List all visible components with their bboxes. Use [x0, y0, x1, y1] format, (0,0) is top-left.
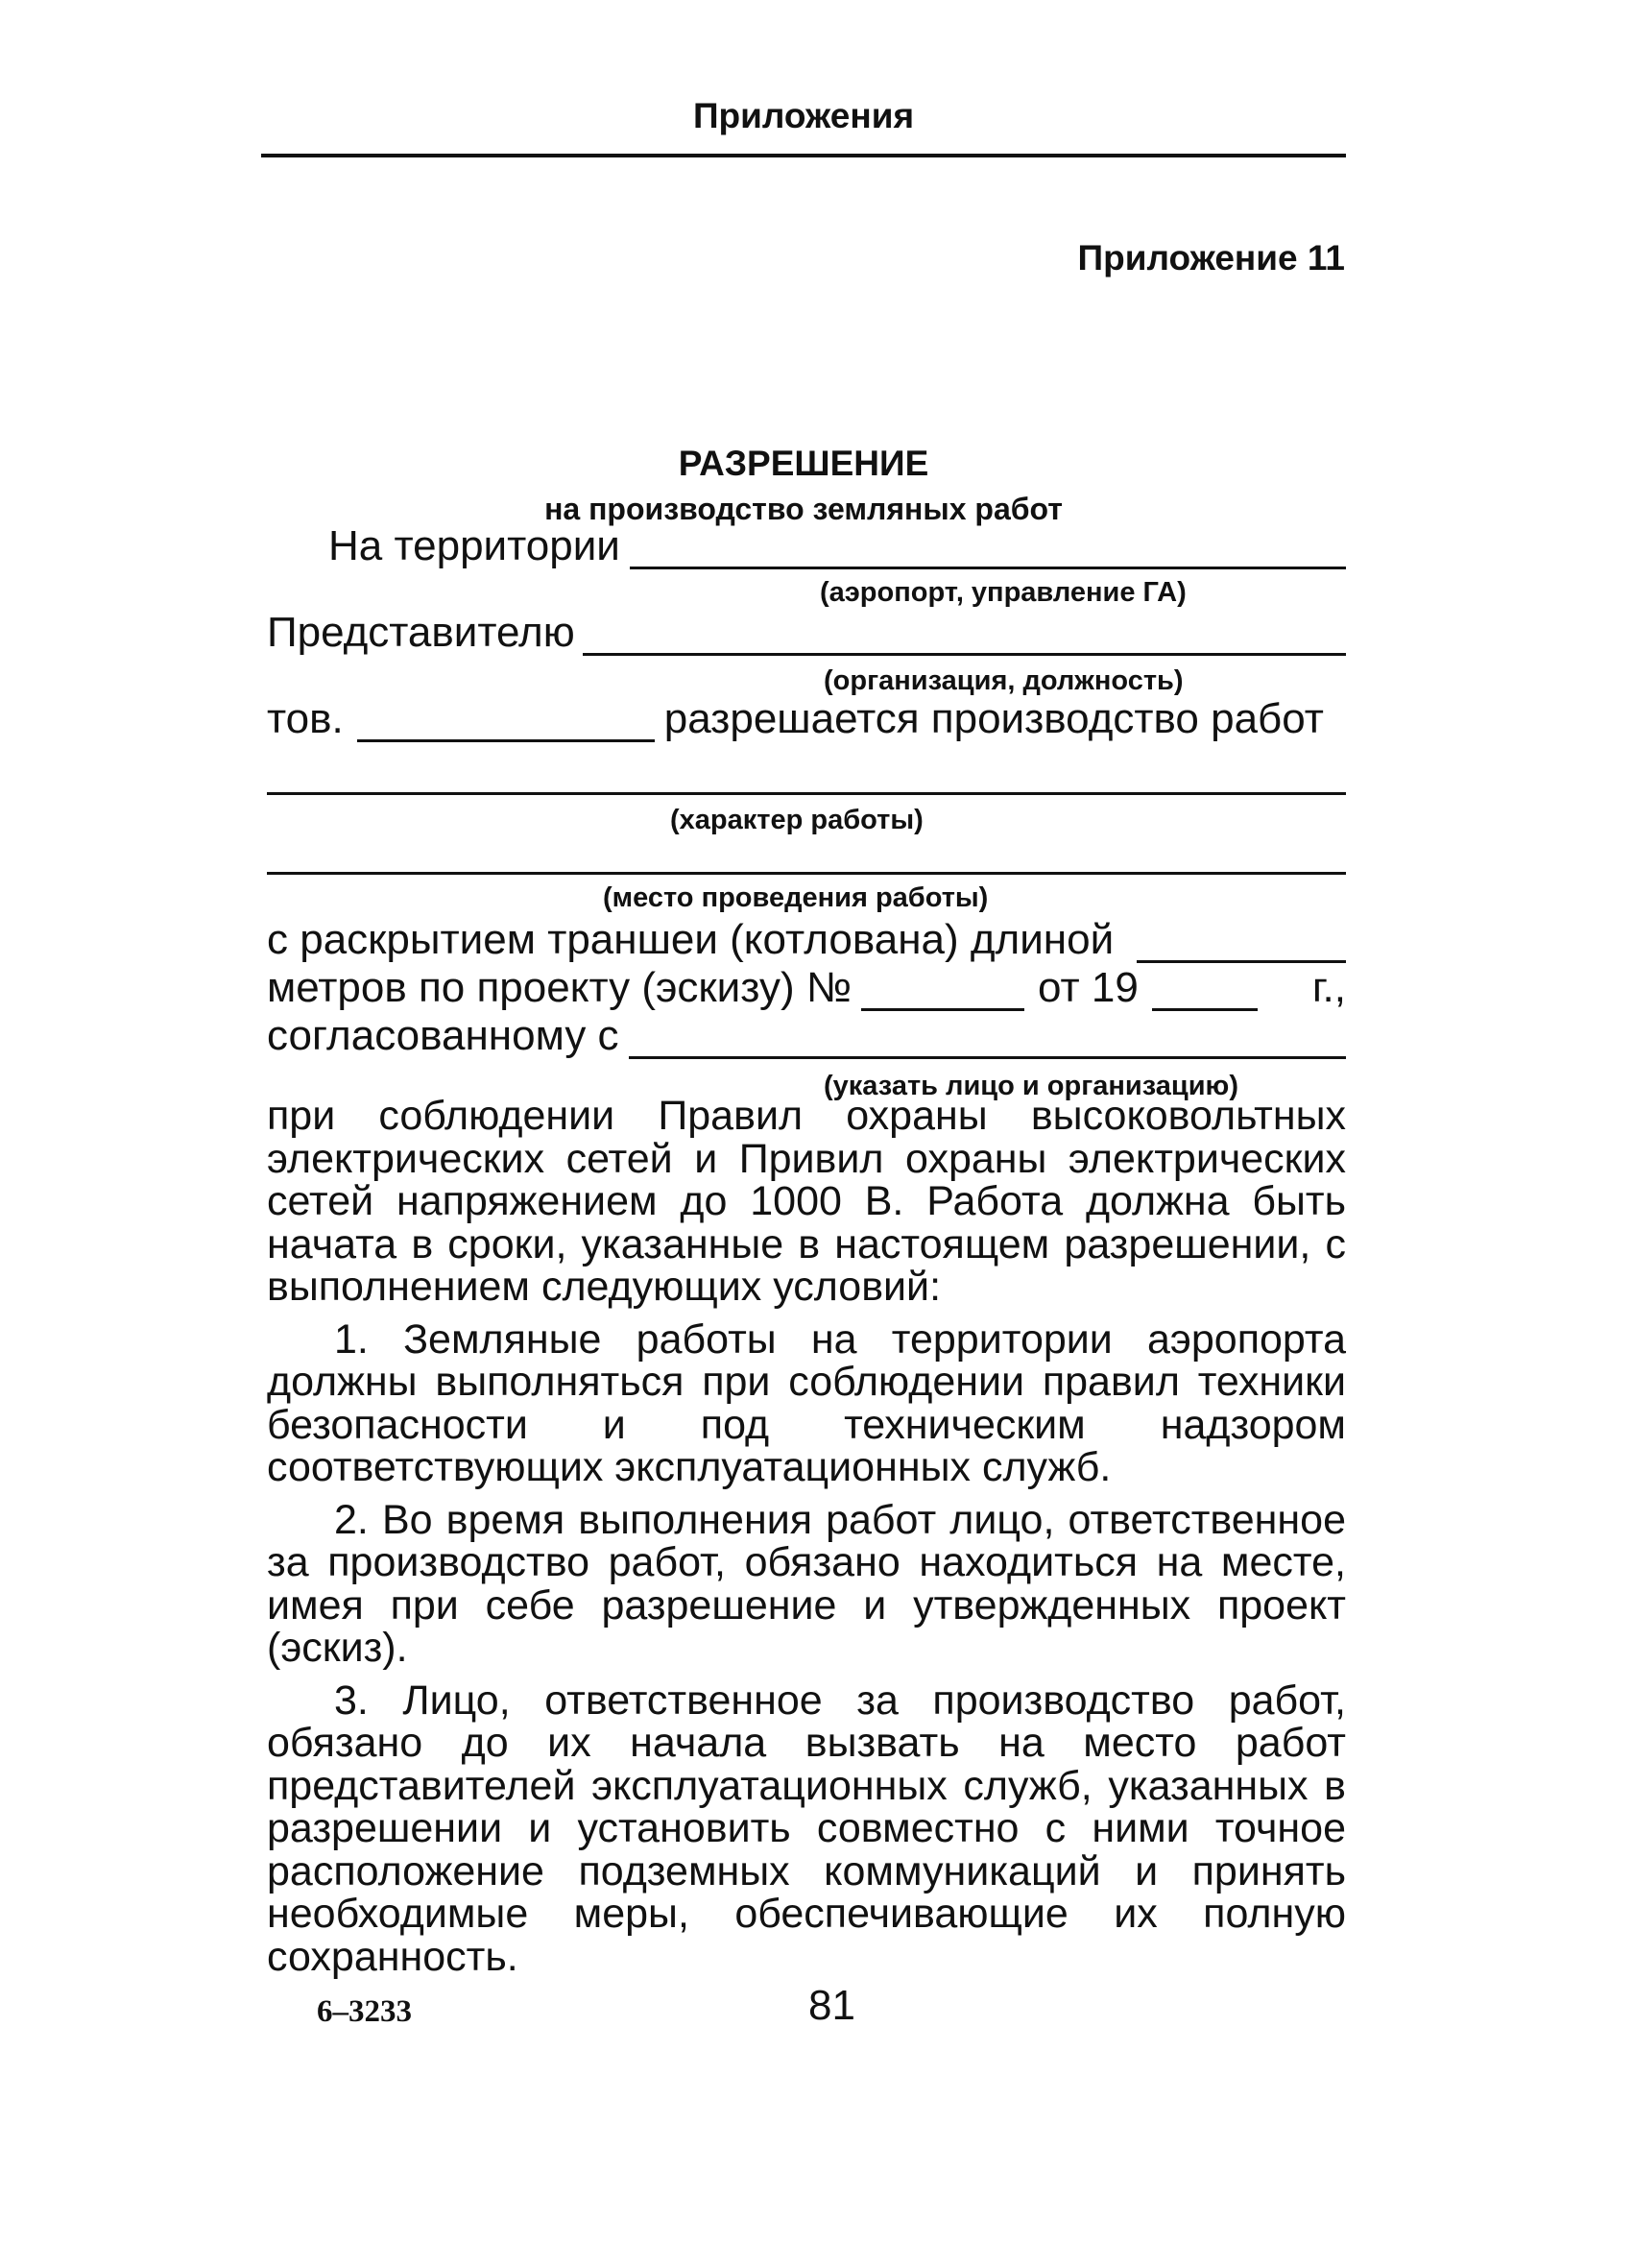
permission-text: разрешается производство работ — [663, 695, 1324, 742]
comrade-name-field[interactable] — [357, 707, 655, 742]
work-type-field[interactable] — [267, 792, 1346, 795]
work-type-hint: (характер работы) — [670, 805, 924, 835]
comrade-row — [267, 696, 1346, 742]
representative-hint: (организация, должность) — [824, 665, 1184, 696]
date-prefix: от 19 — [1038, 964, 1139, 1011]
representative-label: Представителю — [267, 609, 575, 656]
agreed-row — [267, 1013, 1346, 1059]
work-place-field[interactable] — [267, 872, 1346, 875]
document-subtitle: на производство земляных работ — [544, 492, 1063, 526]
running-title: Приложения — [692, 96, 915, 135]
page-number: 81 — [808, 1982, 855, 2029]
conditions-intro: при соблюдении Правил охраны высоковольтных электрических сетей и Привил охраны электрических сетей напряжением до 1000 В. Работа должна быть начата в сроки, указанные в настоящем разрешении, с выполнением следующих условий: — [267, 1093, 1346, 1310]
appendix-number: Приложение 11 — [1077, 238, 1345, 277]
year-field[interactable] — [1152, 976, 1258, 1011]
condition-item: 3. Лицо, ответственное за производство работ, обязано до их начала вызвать на место работ представителей эксплуатационных служб, указанных в разрешении и установить совместно с ними точное расположение подземных коммуникаций и принять необходимые меры, обеспечивающие их полную сохранность. — [267, 1677, 1346, 1980]
print-code: 6–3233 — [317, 1994, 412, 2029]
trench-label: с раскрытием траншеи (котлована) длиной — [267, 916, 1115, 963]
year-suffix: г., — [1311, 964, 1346, 1011]
condition-item: 1. Земляные работы на территории аэропорта должны выполняться при соблюдении правил техники безопасности и под техническим надзором соответствующих эксплуатационных служб. — [267, 1315, 1346, 1490]
territory-label: На территории — [328, 522, 620, 569]
territory-row — [267, 523, 1346, 569]
permit-form — [267, 523, 1346, 1101]
trench-row — [267, 917, 1346, 963]
agreed-label: согласованному с — [267, 1012, 619, 1059]
condition-item: 2. Во время выполнения работ лицо, ответственное за производство работ, обязано находиться на месте, имея при себе разрешение и утвержденных проект (эскиз). — [267, 1496, 1346, 1671]
agreed-hint: (указать лицо и организацию) — [824, 1071, 1238, 1101]
work-place-hint: (место проведения работы) — [603, 882, 989, 913]
project-label: метров по проекту (эскизу) № — [267, 964, 853, 1011]
header-rule — [261, 154, 1346, 157]
project-row — [267, 965, 1346, 1011]
project-number-field[interactable] — [861, 976, 1024, 1011]
comrade-label: тов. — [267, 695, 344, 742]
representative-field[interactable] — [583, 620, 1346, 656]
territory-field[interactable] — [630, 534, 1346, 569]
document-title: РАЗРЕШЕНИЕ — [678, 444, 929, 483]
trench-length-field[interactable] — [1137, 928, 1346, 963]
representative-row — [267, 610, 1346, 656]
territory-hint: (аэропорт, управление ГА) — [820, 577, 1187, 608]
permit-conditions — [267, 1095, 1346, 1978]
agreed-field[interactable] — [629, 1024, 1346, 1059]
